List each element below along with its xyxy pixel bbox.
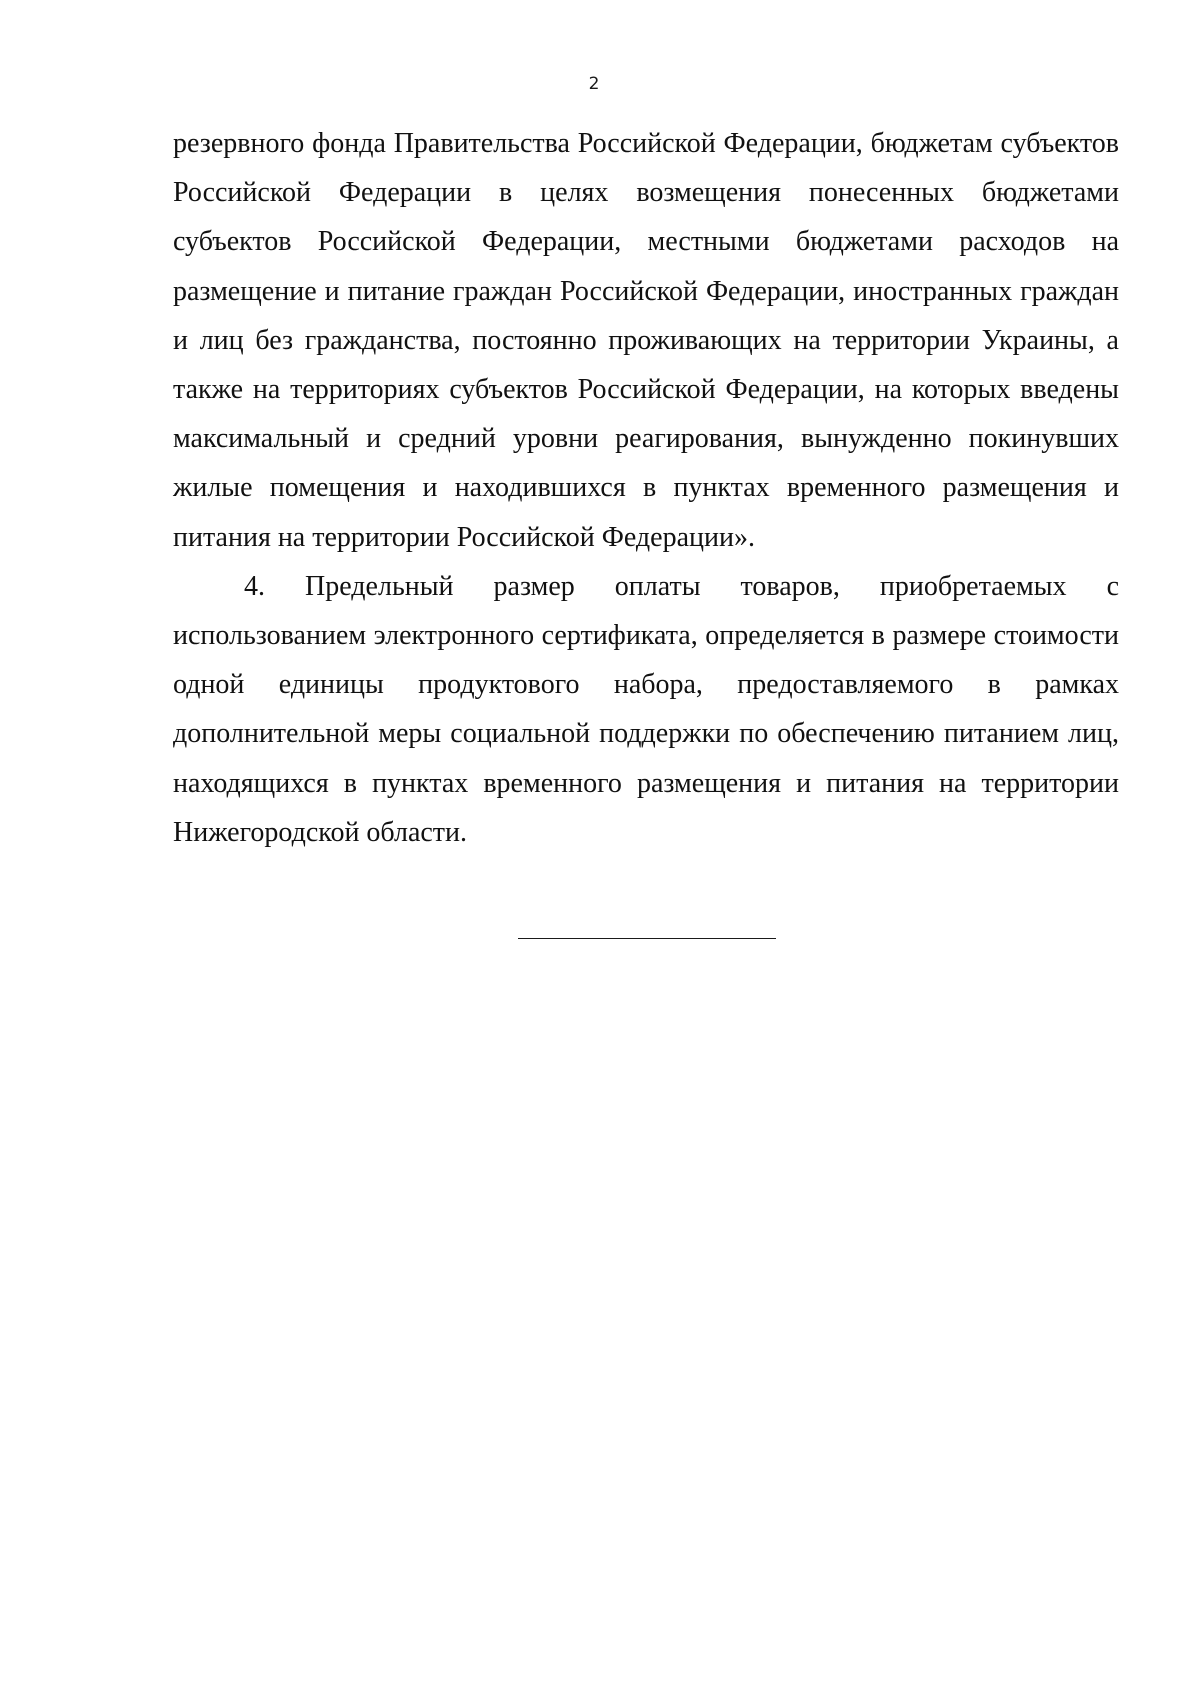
page-number: 2 xyxy=(588,74,600,94)
closing-divider-line xyxy=(518,938,776,939)
paragraph-continuation: резервного фонда Правительства Российской Федерации, бюджетам субъектов Российской Федерации в целях возмещения понесенных бюджетами субъектов Российской Федерации, местными бюджетами расходов на размещение и питание граждан Российской Федерации, иностранных граждан и лиц без гражданства, постоянно проживающих на территории Украины, а также на территориях субъектов Российской Федерации, на которых введены максимальный и средний уровни реагирования, вынужденно покинувших жилые помещения и находившихся в пунктах временного размещения и питания на территории Российской Федерации». xyxy=(173,128,1119,553)
paragraph-item-4: 4. Предельный размер оплаты товаров, приобретаемых с использованием электронного сертификата, определяется в размере стоимости одной единицы продуктового набора, предоставляемого в рамках дополнительной меры социальной поддержки по обеспечению питанием лиц, находящихся в пунктах временного размещения и питания на территории Нижегородской области. xyxy=(173,570,1119,848)
document-body xyxy=(173,119,1119,857)
